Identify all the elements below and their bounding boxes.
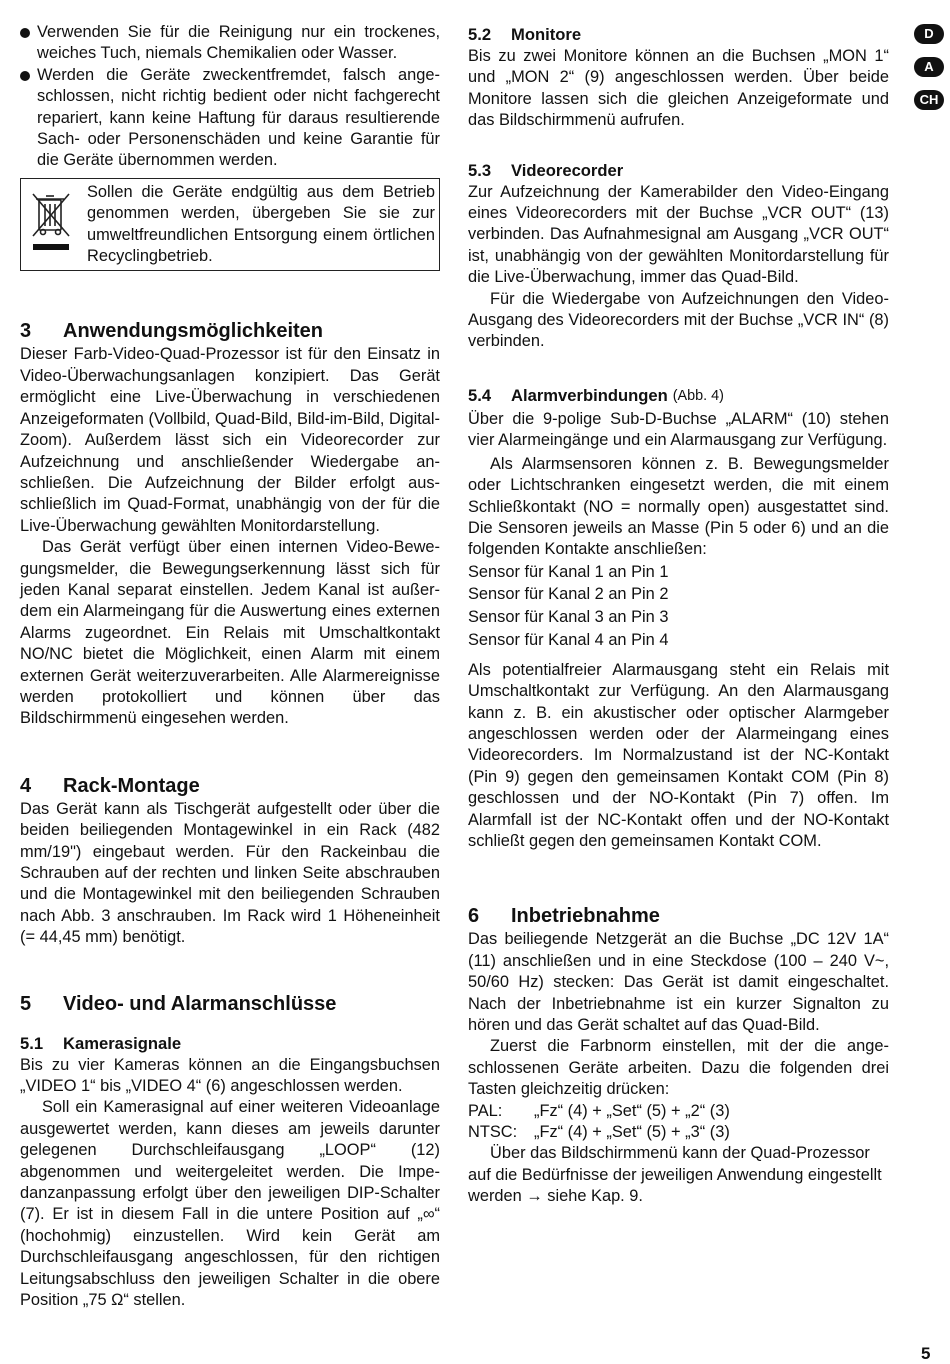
section-5-1-heading: 5.1 Kamerasignale (20, 1033, 182, 1053)
language-tags (914, 24, 946, 123)
section-5-heading: 5 Video- und Alarmanschlüsse (20, 992, 337, 1015)
sensor-line-3: Sensor für Kanal 3 an Pin 3 (468, 607, 669, 626)
section-5-1-paragraph-2: Soll ein Kamerasignal auf einer weiteren Videoanlage ausgewertet werden, kann dieses am jeweils darunter gelegenen Durchschleifausgang „LOOP“ (12) abgenommen und weitergeleitet werden. Die Impedanzanpassung erfolgt über den jeweiligen DIP-Schalter (7). Er ist in diesem Fall in die untere Position auf „∞“ (hochohmig) einzustellen. Wird kein Gerät am Durchschleifausgang angeschlossen, für den richtigen Leitungsabschluss den jeweiligen Schalter in die obere Position „75 Ω“ stellen. (20, 1098, 440, 1310)
sensor-line-2: Sensor für Kanal 2 an Pin 2 (468, 585, 669, 604)
arrow-right-icon: → (526, 1187, 543, 1206)
section-5-4-paragraph-2: Als Alarmsensoren können z. B. Bewegungsmelder oder Lichtschranken eingesetzt werden, die mit einem Schließkontakt (NO = normally open) ausgestattet sind. Die Sensoren jeweils an Masse (Pin 5 oder 6) und an die folgenden Kontakte anschließen: (468, 454, 889, 559)
ntsc-key-combo (468, 1122, 889, 1143)
language-tag-d: D (914, 24, 944, 44)
bullet-cleaning: Verwenden Sie für die Reinigung nur ein trockenes, weiches Tuch, niemals Chemikalien oder Wasser. (20, 22, 440, 65)
crossed-out-bin-icon (25, 186, 77, 256)
bullet-liability: Werden die Geräte zweckentfremdet, falsch angeschlossen, nicht richtig bedient oder nicht fachgerecht repariert, kann keine Haftung für daraus resultierende Sach- oder Personenschäden und keine Garantie für die Geräte übernommen werden. (20, 65, 440, 172)
section-5-2-heading: 5.2 Monitore (468, 25, 582, 44)
page-number: 5 (921, 1344, 931, 1363)
pal-label: PAL: (468, 1101, 503, 1120)
section-5-4-heading: 5.4 Alarmverbindungen (Abb. 4) (468, 385, 724, 405)
right-column (468, 0, 889, 1208)
section-6-paragraph-2: Zuerst die Farbnorm einstellen, mit der die angeschlossenen Geräte arbeiten. Dazu die folgenden drei Tasten gleichzeitig drücken: (468, 1037, 889, 1099)
section-3-paragraph-2: Das Gerät verfügt über einen internen Video-Bewegungsmelder, die Bewegungserkennung lässt sich für jeden Kanal separat einstellen. Jedem Kanal ist außerdem ein Alarmeingang für die Auswertung eines externen Alarms zugeordnet. Ein Relais mit Umschaltkontakt NO/NC bietet die Möglichkeit, einen Alarm mit einem externen Gerät weiterzuverarbeiten. Alle Alarmereignisse werden protokolliert und können über das Bildschirmmenü eingesehen werden. (20, 538, 440, 728)
sensor-line-1: Sensor für Kanal 1 an Pin 1 (468, 562, 669, 581)
section-5-3-heading: 5.3 Videorecorder (468, 160, 624, 180)
section-5-3-paragraph-2: Für die Wiedergabe von Aufzeichnungen den Video-Ausgang des Videorecorders mit der Buchse „VCR IN“ (8) verbinden. (468, 289, 889, 351)
language-tag-ch: CH (914, 90, 944, 110)
section-6-paragraph-1: Das beiliegende Netzgerät an die Buchse „DC 12V 1A“ (11) anschließen und in eine Steckdose (100 – 240 V~, 50/60 Hz) stecken: Das Gerät ist damit eingeschaltet. Nach der Inbetriebnahme ist ein kurzer Signalton zu hören und das Gerät schaltet auf das Quad-Bild. (468, 930, 889, 1034)
bullet-dot-icon (20, 71, 30, 81)
disposal-note-text: Sollen die Geräte endgültig aus dem Betrieb genommen werden, übergeben Sie sie zur umweltfreundlichen Entsorgung einem örtlichen Recyclingbetrieb. (87, 182, 435, 266)
pal-keys: „Fz“ (4) + „Set“ (5) + „2“ (3) (534, 1101, 730, 1120)
section-5-4-paragraph-1: Über die 9-polige Sub-D-Buchse „ALARM“ (10) stehen vier Alarmeingänge und ein Alarmausgang zur Verfügung. (468, 409, 889, 450)
section-5-1-paragraph-1: Bis zu vier Kameras können an die Eingangsbuchsen „VIDEO 1“ bis „VIDEO 4“ (6) angeschlossen werden. (20, 1055, 440, 1096)
figure-reference: (Abb. 4) (672, 387, 724, 404)
sensor-line-4: Sensor für Kanal 4 an Pin 4 (468, 631, 669, 650)
safety-bullets (20, 22, 440, 172)
section-3-heading: 3 Anwendungsmöglichkeiten (20, 320, 324, 343)
section-5-2-paragraph: Bis zu zwei Monitore können an die Buchsen „MON 1“ und „MON 2“ (9) angeschlossen werden. Über beide Monitore lassen sich die gleichen Anzeigeformate und das Bildschirmmenü aufrufen. (468, 47, 889, 130)
section-4-paragraph: Das Gerät kann als Tischgerät aufgestellt oder über die beiden beiliegenden Montagewinkel in ein Rack (482 mm/19") eingebaut werden. Für den Rackeinbau die Schrauben auf der rechten und linken Seite abschrauben und die Montagewinkel mit den beiliegenden Schrauben nach Abb. 3 anschrauben. Im Rack wird 1 Höheneinheit (= 44,45 mm) benötigt. (20, 799, 440, 947)
disposal-note-box (20, 178, 440, 272)
section-6-heading: 6 Inbetriebnahme (468, 905, 660, 928)
section-5-4-paragraph-3: Als potentialfreier Alarmausgang steht ein Relais mit Umschaltkontakt zur Verfügung. An den Alarmausgang kann z. B. ein akustischer oder optischer Alarmgeber angeschlossen werden oder der Alarmeingang eines Videorecorders. Im Normalzustand ist der NC-Kontakt (Pin 9) gegen den gemeinsamen Kontakt COM (Pin 8) geschlossen und der NO-Kontakt (Pin 7) offen. Im Alarmfall ist der NC-Kontakt offen und der NO-Kontakt schließt gegen den gemeinsamen Kontakt COM. (468, 660, 889, 850)
section-6-paragraph-3: Über das Bildschirmmenü kann der Quad-Prozessor auf die Bedürfnisse der jeweiligen Anwendung eingestellt werden → siehe Kap. 9. (468, 1144, 882, 1206)
section-5-3-paragraph-1: Zur Aufzeichnung der Kamerabilder den Video-Eingang eines Videorecorders mit der Buchse „VCR OUT“ (13) verbinden. Das Aufnahmesignal am Ausgang „VCR OUT“ ist, unabhängig von der gewählten Monitordarstellung für die Live-Überwachung, immer das Quad-Bild. (468, 182, 889, 287)
ntsc-label: NTSC: (468, 1123, 518, 1142)
ntsc-keys: „Fz“ (4) + „Set“ (5) + „3“ (3) (534, 1123, 730, 1142)
bullet-dot-icon (20, 28, 30, 38)
sensor-pin-list (468, 561, 889, 653)
pal-key-combo (468, 1101, 889, 1122)
left-column (20, 0, 440, 1312)
chapter-reference: siehe Kap. 9. (547, 1187, 643, 1206)
language-tag-a: A (914, 57, 944, 77)
section-3-paragraph-1: Dieser Farb-Video-Quad-Prozessor ist für den Einsatz in Video-Überwachungsanlagen konzipiert. Das Gerät ermöglicht eine Live-Überwachung in verschiedenen Anzeigeformaten (Vollbild, Quad-Bild, Bild-im-Bild, Digital-Zoom). Außerdem lässt sich ein Videorecorder zur Aufzeichnung und anschließender Wiedergabe anschließen. Die Aufzeichnung der Bilder erfolgt ausschließlich im Quad-Format, unabhängig von der für die Live-Überwachung gewählten Monitordarstellung. (20, 345, 440, 535)
section-4-heading: 4 Rack-Montage (20, 774, 200, 797)
